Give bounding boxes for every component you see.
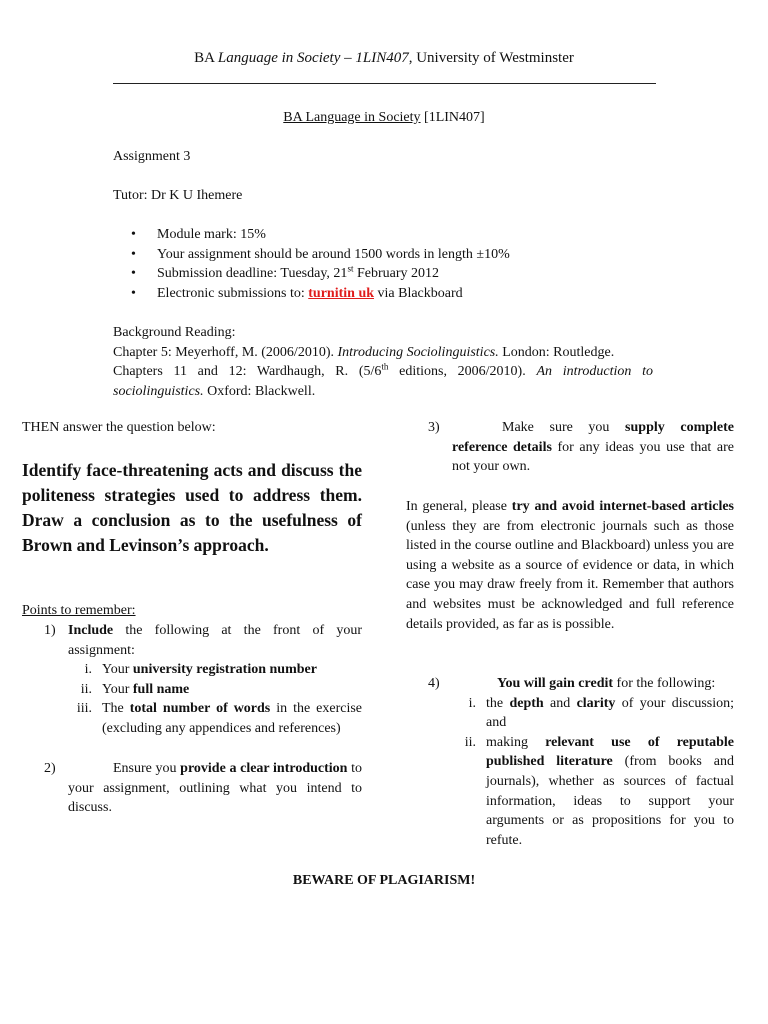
item-bold: full name xyxy=(132,681,190,697)
point-1-subitems xyxy=(76,660,363,738)
ch11-title: An introduction to sociolinguistics. xyxy=(113,364,653,399)
point-4-text xyxy=(497,674,734,694)
submission-text: Electronic submissions to: xyxy=(157,285,309,301)
header-prefix: BA xyxy=(194,50,218,66)
length-requirement: Your assignment should be around 1500 words in length ±10% xyxy=(157,246,510,262)
point-3-bold: supply complete reference details xyxy=(452,420,734,455)
module-mark: Module mark: 15% xyxy=(157,227,266,242)
point-4 xyxy=(406,674,734,850)
ch5-title: Introducing Sociolinguistics. xyxy=(337,344,499,360)
title-course: BA Language in Society xyxy=(283,110,421,125)
ch11-publisher: Oxford: Blackwell. xyxy=(203,383,316,399)
item-rest: (from books and journals), whether as sources of factual information, ideas to support your arguments or as propositions for you to refute. xyxy=(486,754,734,848)
document-header xyxy=(0,49,768,69)
general-lead: In general, please xyxy=(406,499,512,514)
point-4-subitems xyxy=(464,694,734,851)
point-2-bold: provide a clear introduction xyxy=(180,761,348,776)
list-item xyxy=(464,733,734,851)
list-item xyxy=(113,284,673,304)
roman-numeral: i. xyxy=(84,662,92,678)
submission-platform: via Blackboard xyxy=(374,285,463,301)
item-text: Your xyxy=(102,662,133,678)
point-number: 4) xyxy=(428,676,440,691)
point-2-rest: to your assignment, outlining what you intend to discuss. xyxy=(68,761,362,816)
points-heading: Points to remember: xyxy=(22,603,136,618)
deadline-month: February 2012 xyxy=(353,266,439,282)
header-rule xyxy=(113,83,656,84)
tutor-label: Tutor: Dr K U Ihemere xyxy=(113,188,243,203)
ch11-author: Chapters 11 and 12: Wardhaugh, R. (5/6 xyxy=(113,364,382,380)
assignment-label: Assignment 3 xyxy=(113,149,191,164)
item-bold: total number of words xyxy=(129,701,271,717)
point-1 xyxy=(22,621,362,739)
then-instruction: THEN answer the question below: xyxy=(22,420,216,435)
general-bold: try and avoid internet-based articles xyxy=(511,499,735,514)
list-item xyxy=(468,694,734,733)
general-advice xyxy=(406,497,734,634)
deadline-text: Submission deadline: Tuesday, 21 xyxy=(157,266,348,282)
header-university: , University of Westminster xyxy=(408,50,574,66)
point-2 xyxy=(22,759,362,818)
roman-numeral: i. xyxy=(468,695,476,711)
list-item xyxy=(113,245,673,265)
point-number: 2) xyxy=(44,761,56,776)
item-rest: of your discussion; and xyxy=(486,695,734,731)
point-3-text xyxy=(452,418,734,477)
point-number: 1) xyxy=(44,623,56,638)
list-item xyxy=(76,699,363,738)
point-1-text xyxy=(68,621,362,660)
ch11-sup: th xyxy=(381,361,389,372)
point-3-lead: Make sure you xyxy=(502,420,626,435)
list-item xyxy=(84,660,362,680)
list-item xyxy=(80,680,362,700)
page-title xyxy=(0,108,768,128)
turnitin-link[interactable]: turnitin uk xyxy=(308,285,375,301)
essay-question: Identify face-threatening acts and discuss the politeness strategies used to address them. Draw a conclusion as to the usefulness of Brown and Levinson’s approach. xyxy=(22,460,362,555)
point-4-bold: You will gain credit xyxy=(497,676,614,691)
plagiarism-warning: BEWARE OF PLAGIARISM! xyxy=(292,873,476,888)
point-1-bold: Include xyxy=(68,623,114,638)
reading-heading: Background Reading: xyxy=(113,325,236,340)
point-4-rest: for the following: xyxy=(613,676,716,691)
item-bold: clarity xyxy=(576,695,616,711)
item-bold: relevant use of reputable published literature xyxy=(486,734,734,770)
list-item xyxy=(113,264,673,284)
item-text: Your xyxy=(102,681,133,697)
header-course: Language in Society – 1LIN407 xyxy=(217,50,409,66)
roman-numeral: ii. xyxy=(80,681,92,697)
list-item xyxy=(113,225,673,245)
info-list xyxy=(113,225,673,303)
point-3-rest: for any ideas you use that are not your own. xyxy=(452,439,734,475)
reading-chapter5 xyxy=(113,343,653,363)
item-bold: university registration number xyxy=(132,662,317,678)
item-rest: in the exercise (excluding any appendices and references) xyxy=(102,701,363,736)
roman-numeral: iii. xyxy=(76,701,92,717)
item-text: The xyxy=(102,701,130,717)
ch5-author: Chapter 5: Meyerhoff, M. (2006/2010). xyxy=(113,344,338,360)
item-text: making xyxy=(486,734,546,750)
general-rest: (unless they are from electronic journals such as those listed in the course outline and Blackboard) unless you are using a website as a source of evidence or data, in which case you may draw freely from it. Remember that authors and websites must be acknowledged and full reference details provided, as far as is possible. xyxy=(406,518,734,632)
point-number: 3) xyxy=(428,420,440,435)
roman-numeral: ii. xyxy=(464,734,476,750)
ch5-publisher: London: Routledge. xyxy=(498,344,615,360)
ch11-editions: editions, 2006/2010). xyxy=(388,364,537,380)
item-text: the xyxy=(486,695,510,711)
title-code: [1LIN407] xyxy=(420,110,485,125)
background-reading xyxy=(113,323,653,401)
point-1-rest: the following at the front of your assignment: xyxy=(68,623,362,658)
point-3 xyxy=(406,418,734,477)
item-bold: depth xyxy=(509,695,544,711)
item-text: and xyxy=(543,695,577,711)
point-2-text xyxy=(68,759,362,818)
deadline-sup: st xyxy=(347,263,354,274)
point-2-lead: Ensure you xyxy=(113,761,181,776)
reading-chapter11 xyxy=(113,362,653,401)
